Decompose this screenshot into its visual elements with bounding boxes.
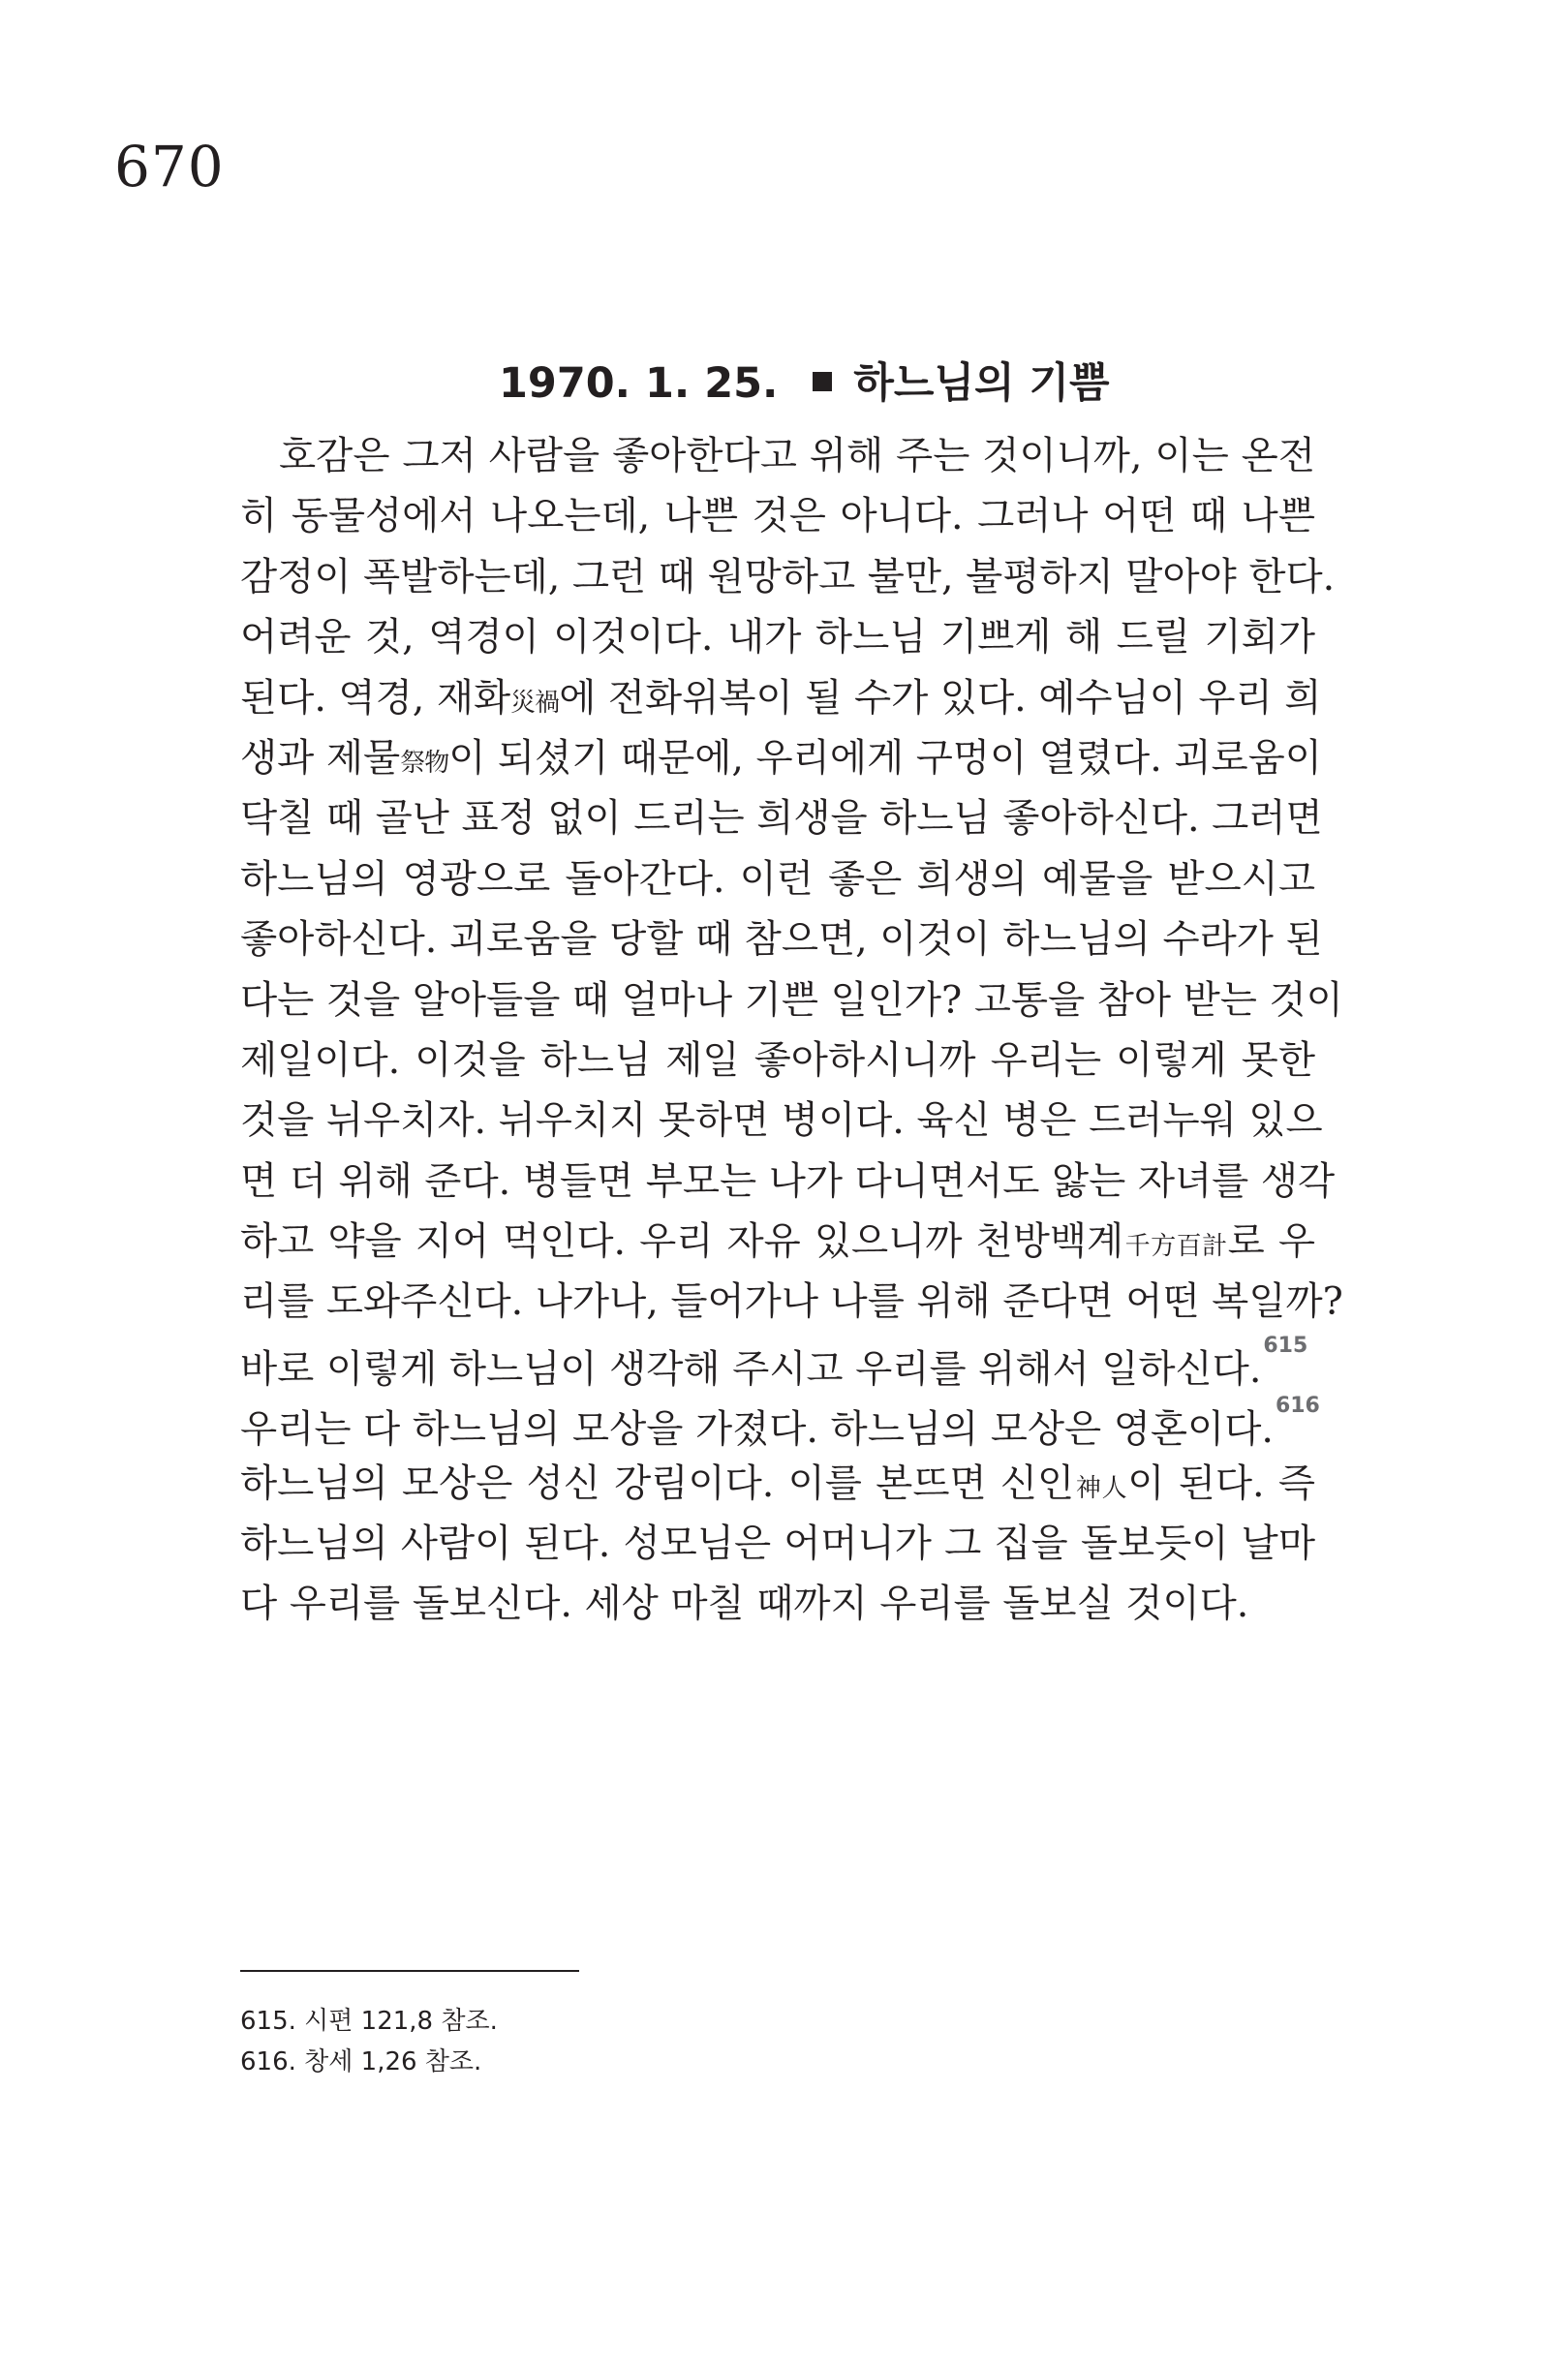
body-line: 바로 이렇게 하느님이 생각해 주시고 우리를 위해서 일하신다.$^{615}$ [240,1333,1308,1393]
body-text [240,426,1343,1635]
body-line: 감정이 폭발하는데, 그런 때 원망하고 불만, 불평하지 말아야 한다. [240,554,1336,600]
body-line: 된다. 역경, 재화災禍에 전화위복이 될 수가 있다. 예수님이 우리 희 [240,675,1322,721]
footnote-ref-616[interactable]: 616 [1275,1394,1320,1419]
body-line: 하고 약을 지어 먹인다. 우리 자유 있으니까 천방백계千方百計로 우 [240,1219,1315,1265]
body-line: 호감은 그저 사람을 좋아한다고 위해 주는 것이니까, 이는 온전 [279,434,1315,478]
body-line: 다는 것을 알아들을 때 얼마나 기쁜 일인가? 고통을 참아 받는 것이 [240,977,1343,1023]
body-line: 하느님의 모상은 성신 강림이다. 이를 본뜨면 신인神人이 된다. 즉 [240,1461,1315,1506]
footnote-divider [240,1970,579,1972]
page-number: 670 [114,134,225,200]
body-line: 어려운 것, 역경이 이것이다. 내가 하느님 기쁘게 해 드릴 기회가 [240,615,1315,661]
body-line: 생과 제물祭物이 되셨기 때문에, 우리에게 구멍이 열렸다. 괴로움이 [240,735,1322,781]
entry-date: 1970. 1. 25. [499,359,779,408]
hanja-gloss: 災禍 [510,688,560,718]
footnote-616: 616. 창세 1,26 참조. [240,2047,482,2076]
footnote-615: 615. 시편 121,8 참조. [240,2007,498,2036]
body-line: 면 더 위해 준다. 병들면 부모는 나가 다니면서도 앓는 자녀를 생각 [240,1158,1336,1204]
body-line: 것을 뉘우치자. 뉘우치지 못하면 병이다. 육신 병은 드러누워 있으 [240,1098,1323,1144]
body-line: 우리는 다 하느님의 모상을 가졌다. 하느님의 모상은 영혼이다.$^{616}$ [240,1394,1320,1453]
entry-title: 하느님의 기쁨 [853,359,1110,408]
square-bullet-icon [813,372,832,391]
body-line: 리를 도와주신다. 나가나, 들어가나 나를 위해 준다면 어떤 복일까? [240,1279,1343,1325]
footnote-ref-615[interactable]: 615 [1263,1333,1308,1358]
entry-heading [499,351,1110,410]
body-line: 다 우리를 돌보신다. 세상 마칠 때까지 우리를 돌보실 것이다. [240,1582,1249,1627]
hanja-gloss: 祭物 [400,748,449,778]
body-line: 좋아하신다. 괴로움을 당할 때 참으면, 이것이 하느님의 수라가 된 [240,917,1323,963]
body-line: 하느님의 영광으로 돌아간다. 이런 좋은 희생의 예물을 받으시고 [240,856,1315,902]
hanja-gloss: 千方百計 [1123,1232,1228,1262]
body-line: 닥칠 때 골난 표정 없이 드리는 희생을 하느님 좋아하신다. 그러면 [240,796,1323,842]
body-line: 히 동물성에서 나오는데, 나쁜 것은 아니다. 그러나 어떤 때 나쁜 [240,494,1315,539]
footnotes [240,2001,498,2082]
hanja-gloss: 神人 [1074,1473,1128,1503]
body-line: 하느님의 사람이 된다. 성모님은 어머니가 그 집을 돌보듯이 날마 [240,1522,1315,1567]
body-line: 제일이다. 이것을 하느님 제일 좋아하시니까 우리는 이렇게 못한 [240,1037,1315,1083]
